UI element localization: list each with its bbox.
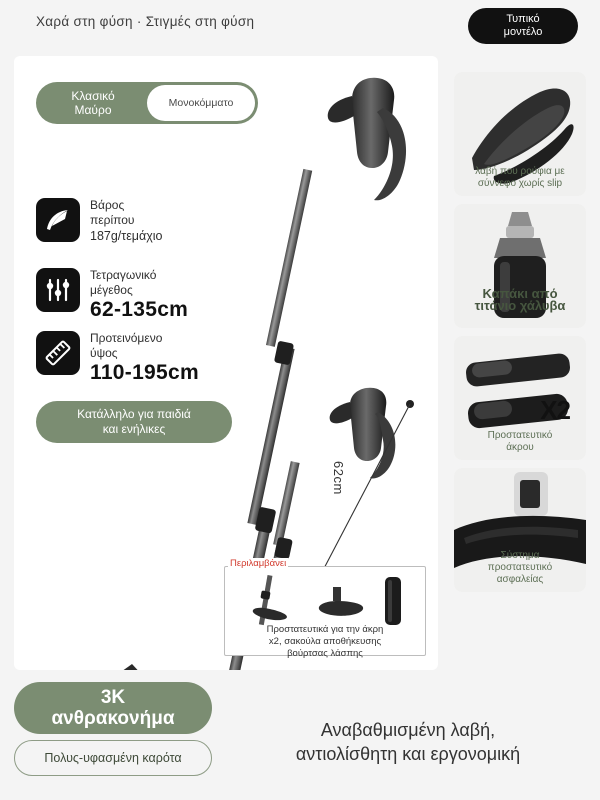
includes-items-illustration [225,571,425,631]
thumb-lock-system-caption-line1: Σύστημα [500,550,540,561]
thumb-grip[interactable] [454,72,586,196]
spec-size [36,268,188,322]
variant-option-classic-black-line2: Μαύρο [74,103,112,117]
variant-option-classic-black[interactable] [39,85,147,121]
spec-height-text [90,331,199,385]
model-badge-line2: μοντέλο [503,26,543,38]
thumb-grip-caption [454,166,586,190]
thumb-cap[interactable] [454,204,586,328]
material-pill [14,682,212,734]
audience-pill [36,401,232,443]
bottom-headline-line1: Αναβαθμισμένη λαβή, [320,720,496,740]
thumb-tip-protector-caption-line2: άκρου [506,442,534,453]
material-pill-line1: 3K [100,687,126,708]
thumb-cap-caption-line2: τιτάνιο χάλυβα [474,298,566,313]
includes-caption-line1: Προστατευτικά για την άκρη [266,624,384,635]
sliders-icon [36,268,80,312]
variant-option-one-piece[interactable]: Μονοκόμματο [147,85,255,121]
spec-weight [36,198,163,244]
thumb-lock-system-caption-line3: ασφαλείας [496,574,544,585]
spec-size-label1: Τετραγωνικό [90,268,157,282]
thumb-grip-caption-line1: λαβή που ρούφια με [475,166,565,177]
material-pill-line2: ανθρακονήμα [51,708,175,729]
audience-pill-line1: Κατάλληλο για παιδιά [77,407,191,421]
thumb-lock-system[interactable] [454,468,586,592]
folded-length-label: 62cm [331,461,346,495]
bottom-headline [228,718,588,766]
variant-option-classic-black-line1: Κλασικό [71,89,115,103]
spec-height-label2: ύψος [90,346,118,360]
ruler-icon [36,331,80,375]
page-title: Χαρά στη φύση · Στιγμές στη φύση [36,14,255,29]
spec-weight-text [90,198,163,244]
thumb-tip-protector[interactable] [454,336,586,460]
feather-icon [36,198,80,242]
spec-height [36,331,199,385]
model-badge[interactable] [468,8,578,44]
variant-toggle[interactable] [36,82,258,124]
thumb-tip-protector-caption-line1: Προστατευτικό [487,430,553,441]
thumb-cap-caption [454,288,586,312]
includes-caption-line2: x2, σακούλα αποθήκευσης [268,636,382,647]
bottom-headline-line2: αντιολίσθητη και εργονομική [295,744,521,764]
spec-size-text [90,268,188,322]
includes-caption [228,624,422,660]
includes-caption-line3: βούρτσας λάσπης [287,648,363,659]
thumb-lock-system-caption-line2: προστατευτικό [487,562,553,573]
top-bar [0,0,600,52]
spec-weight-value: 187g/τεμάχιο [90,229,163,243]
spec-size-label2: μέγεθος [90,283,133,297]
spec-weight-label1: Βάρος [90,198,125,212]
material-sub-label: Πολυς-υφασμένη καρότα [14,740,212,776]
thumb-grip-caption-line2: σύννεφο χωρίς slip [477,178,563,189]
audience-pill-line2: και ενήλικες [102,422,166,436]
tip-protector-quantity: X2 [540,395,570,425]
spec-weight-label2: περίπου [90,213,135,227]
includes-title: Περιλαμβάνει [230,558,287,569]
thumb-tip-protector-caption [454,430,586,454]
thumb-lock-system-caption [454,550,586,586]
model-badge-line1: Τυπικό [506,13,540,25]
spec-size-value: 62-135cm [90,298,189,321]
main-product-card [14,56,438,670]
spec-height-label1: Προτεινόμενο [90,331,163,345]
thumb-cap-caption-line1: Καπάκι από [482,286,558,301]
spec-height-value: 110-195cm [90,361,199,384]
